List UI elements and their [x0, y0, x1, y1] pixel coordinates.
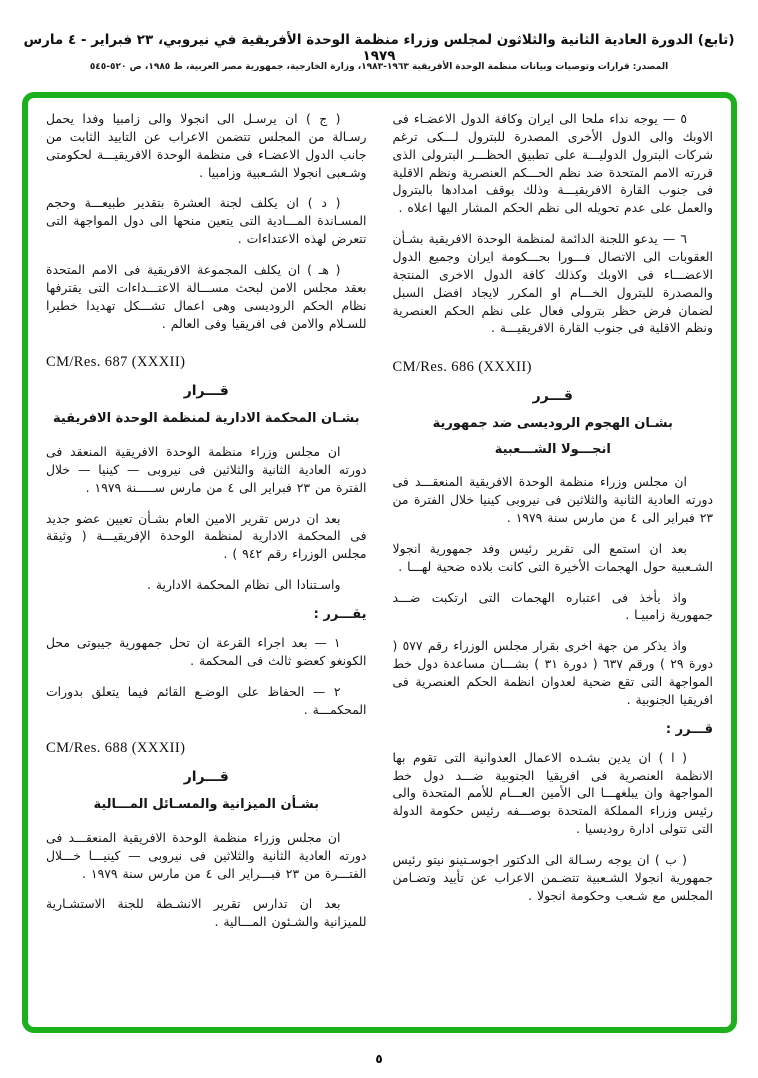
- resolution-686-title-line1: بشـان الهجوم الروديسى ضد جمهورية: [432, 416, 673, 432]
- resolution-686-item-d: ( د ) ان يكلف لجنة العشرة بتقدير طبيعـــة وحجم المسـاندة المـــادية التى يتعين منحها الى دول المواجهة التى تتعرض لهذه الاعتداءات .: [46, 195, 367, 247]
- resolution-686-preamble-2: بعد ان استمع الى تقرير رئيس وفد جمهورية انجولا الشـعبية حول الهجمات الأخيرة التى كانت بلاده ضحية لهـــا .: [392, 540, 713, 574]
- numbered-clause-5: ٥ — يوجه نداء ملحا الى ايران وكافة الدول الاعضـاء فى الاوبك والى الدول الأخرى المصدرة للبترول لـــكى ترغم شركات البترول الدوليـــة على تطبيق الحظـــر البترولى الذى قررته الامم المتحدة ضد نظم الحـــكم العنصرية ونظم الاقلية فى جنوب القارة الافريقيـــة وذلك بوقف امدادها بالبترول والعمل على عدم تحويله الى نظم الحكم المشار اليها اعلاه .: [392, 111, 713, 216]
- resolution-687-item-2: ٢ — الحفاظ على الوضـع القائم فيما يتعلق بدورات المحكمـــة .: [46, 683, 367, 717]
- resolution-687-preamble-1: ان مجلس وزراء منظمة الوحدة الافريقية المنعقد فى دورته العادية الثانية والثلاثين فى نيروبى — كينيا — خلال الفترة من ٢٣ فبراير الى ٤ من مارس ســـــنة ١٩٧٩ .: [46, 443, 367, 495]
- numbered-clause-6: ٦ — يدعو اللجنة الدائمة لمنظمة الوحدة الافريقية بشـأن العقوبات الى الاتصال فـــورا بحـــكومة ايران وجميع الدول الاعضـــاء فى الاوبك وكذلك كافة الدول الاخرى المنتجة والمصدرة للبترول الخـــام او المكرر لايجاد افضل السبل لضمان فرض حظر بترولى فعال على نظم الحكم العنصرية ونظم الاقلية فى جنوب القارة الافريقيـــة .: [392, 231, 713, 336]
- resolution-686-item-c: ( ج ) ان يرسـل الى انجولا والى زامبيا وفدا يحمل رسـالة من المجلس تتضمن الاعراب عن التاييد الثابت من جانب الدول الاعضـاء فى منظمة الوحدة الافريقيـــة لحكومتى وشـعبى انجولا الشـعبية وزامبيا .: [46, 111, 367, 180]
- resolution-687-preamble-2: بعد ان درس تقرير الامين العام بشـأن تعيين عضو جديد فى المحكمة الادارية لمنظمة الوحدة الإفريقيـــة ( وثيقة مجلس الوزراء رقم ٩٤٢ ) .: [46, 510, 367, 562]
- resolution-686-item-a: ( ا ) ان يدين بشـده الاعمال العدوانية التى تقوم بها الانظمة العنصرية فى افريقيا الجنوبية ضـــد دول خط المواجهة وان يبلغهـــا الى الأمين العـــام للأمم المتحدة والى رئيس وزراء المملكة المتحدة بوصـــفه رئيس حكومة الدولة التى تتولى ادارة روديسيا .: [392, 749, 713, 837]
- resolution-686-item-b: ( ب ) ان يوجه رسـالة الى الدكتور اجوسـتينو نيتو رئيس جمهورية انجولا الشـعبية تتضـمن الاعراب عن تأييد وتضـامن المجلس مع شـعب وحكومة انجولا .: [392, 852, 713, 903]
- resolution-686-preamble-4: واذ يذكر من جهة اخرى بقرار مجلس الوزراء رقم ٥٧٧ ( دورة ٢٩ ) ورقم ٦٣٧ ( دورة ٣١ ) بشـــان مساعدة دول خط المواجهة التى تقع ضحية لعدوان انظمة الحكم العنصرية فى افريقيا الجنوبية .: [392, 638, 713, 707]
- resolution-686-heading: قـــرر: [532, 388, 573, 405]
- resolution-688-title: بشـأن الميزانية والمسـائل المـــالية: [93, 797, 320, 813]
- resolution-686-title-line2: انجـــولا الشـــعبية: [494, 441, 611, 457]
- document-source-line: المصدر: قرارات وتوصيات وبيانات منظمة الوحدة الأفريقية ١٩٦٣-١٩٨٣، وزارة الخارجية، جمهورية مصر العربية، ط ١٩٨٥، ص ٥٢٠-٥٤٥: [89, 62, 669, 72]
- resolution-686-item-h: ( هـ ) ان يكلف المجموعة الافريقية فى الامم المتحدة بعقد مجلس الامن لبحث مســـالة الاعتـــداءات التى يقترفها نظام الحكم الروديسى وهى اعمال تشـــكل تهديدا خطيرا للسـلام والامن فى افريقيا وفى العالم .: [46, 262, 367, 331]
- resolution-ref-688: CM/Res. 688 (XXXII): [46, 740, 186, 757]
- resolution-687-heading: قـــرار: [183, 383, 229, 400]
- resolution-688-heading: قـــرار: [183, 769, 229, 786]
- left-column: [46, 110, 367, 1017]
- two-column-layout: [28, 98, 731, 1027]
- resolution-686-decides-label: قـــرر :: [665, 721, 713, 737]
- document-header-title: (تابع) الدورة العادية الثانية والثلاثون لمجلس وزراء منظمة الوحدة الأفريقية في نيروبي، ٢٣ فبراير - ٤ مارس ١٩٧٩: [23, 32, 735, 64]
- resolution-688-preamble-2: بعد ان تدارس تقرير الانشـطة للجنة الاستشـارية للميزانية والشـئون المـــالية .: [46, 896, 367, 930]
- resolution-687-item-1: ١ — بعد اجراء القرعة ان تحل جمهورية جيبوتى محل الكونغو كعضو ثالث فى المحكمة .: [46, 634, 367, 668]
- resolution-ref-687: CM/Res. 687 (XXXII): [46, 354, 186, 371]
- resolution-688-preamble-1: ان مجلس وزراء منظمة الوحدة الافريقية المنعقـــد فى دورته العادية الثانية والثلاثين فى نيروبى — كينيـــا خـــلال الفتـــرة من ٢٣ فبـــراير الى ٤ من مارس سنة ١٩٧٩ .: [46, 829, 367, 881]
- resolution-686-preamble-3: واذ يأخذ فى اعتباره الهجمات التى ارتكبت ضـــد جمهورية زامبيـا .: [392, 589, 713, 623]
- resolution-687-title: بشـان المحكمة الادارية لمنظمة الوحدة الافريقية: [52, 411, 360, 427]
- resolution-687-decides-label: يقـــرر :: [313, 606, 367, 622]
- resolution-687-preamble-3: واسـتنادا الى نظام المحكمة الادارية .: [147, 577, 341, 593]
- content-border-box: [22, 92, 737, 1033]
- right-column: [393, 110, 714, 1017]
- page-number: ٥: [375, 1052, 383, 1066]
- resolution-686-preamble-1: ان مجلس وزراء منظمة الوحدة الافريقية المنعقـــد فى دورته العادية الثانية والثلاثين فى نيروبى كينيا خلال الفترة من ٢٣ فبراير الى ٤ من مارس سنة ١٩٧٩ .: [392, 474, 713, 526]
- resolution-ref-686: CM/Res. 686 (XXXII): [392, 359, 532, 376]
